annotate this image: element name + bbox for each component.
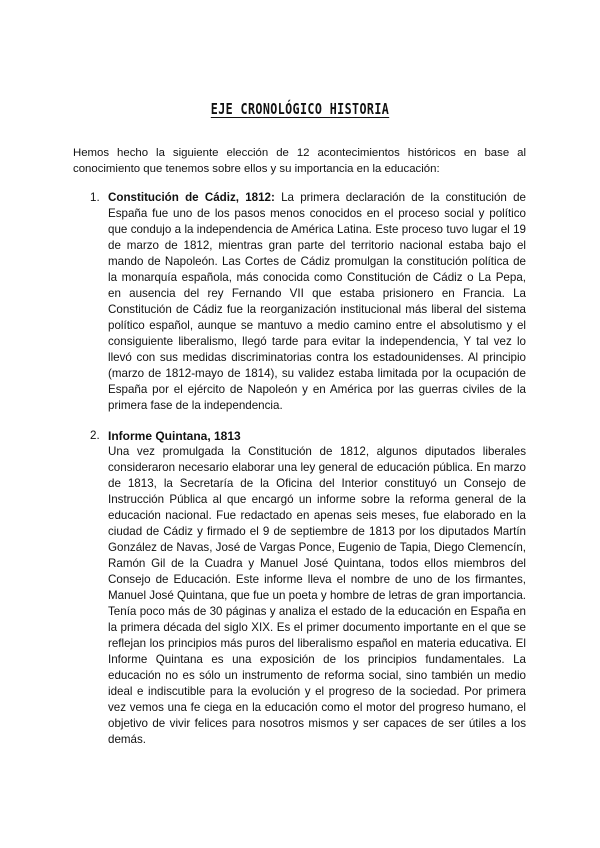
list-item-informe-quintana	[90, 428, 526, 748]
list-item-body	[108, 428, 526, 748]
list-item-body	[108, 190, 526, 414]
list-item-text: La primera declaración de la constitución de España fue uno de los pasos menos conocidos en el proceso social y político que condujo a la independencia de América Latina. Este proceso tuvo lugar el 19 de marzo de 1812, mientras gran parte del territorio nacional estaba bajo el mando de Napoleón. Las Cortes de Cádiz promulgan la constitución política de la monarquía española, más conocida como Constitución de Cádiz o La Pepa, en ausencia del rey Fernando VII que estaba prisionero en Francia. La Constitución de Cádiz fue la reorganización institucional más liberal del sistema político español, aunque se mantuvo a medio camino entre el absolutismo y el consiguiente liberalismo, llegó tarde para evitar la independencia, Y tal vez lo llevó con sus medidas discriminatorias contra los estadounidenses. Al principio (marzo de 1812-mayo de 1814), su validez estaba limitada por la ocupación de España por el ejército de Napoleón y en América por las guerras civiles de la primera fase de la independencia.	[108, 191, 526, 412]
list-item-constitucion-cadiz	[90, 190, 526, 414]
list-item-heading: Constitución de Cádiz, 1812:	[108, 191, 275, 204]
list-item-heading: Informe Quintana, 1813	[108, 429, 241, 443]
page-title-text: EJE CRONOLÓGICO HISTORIA	[210, 100, 390, 118]
intro-paragraph: Hemos hecho la siguiente elección de 12 acontecimientos históricos en base al conocimiento que tenemos sobre ellos y su importancia en la educación:	[73, 147, 526, 175]
list-item-text: Una vez promulgada la Constitución de 1812, algunos diputados liberales consideraron necesario elaborar una ley general de educación pública. En marzo de 1813, la Secretaría de la Oficina del Interior constituyó un Consejo de Instrucción Pública al que encargó un informe sobre la reforma general de la educación nacional. Fue redactado en apenas seis meses, fue elaborado en la ciudad de Cádiz y firmado el 9 de septiembre de 1813 por los diputados Martín González de Navas, José de Vargas Ponce, Eugenio de Tapia, Diego Clemencín, Ramón Gil de la Cuadra y Manuel José Quintana, todos ellos miembros del Consejo de Educación. Este informe lleva el nombre de uno de los firmantes, Manuel José Quintana, que fue un poeta y hombre de letras de gran importancia. Tenía poco más de 30 páginas y analiza el estado de la educación en España en la primera década del siglo XIX. Es el primer documento importante en el que se reflejan los principios más puros del liberalismo español en materia educativa. El Informe Quintana es una exposición de los principios fundamentales. La educación no es sólo un instrumento de reforma social, sino también un medio ideal e indiscutible para la evolución y el progreso de la sociedad. Por primera vez vemos una fe ciega en la educación como el motor del progreso humano, el objetivo de vivir felices para nosotros mismos y ser capaces de ser útiles a los demás.	[108, 445, 526, 746]
list-item-number: 2.	[90, 429, 100, 442]
page-title	[66, 100, 534, 118]
list-item-number: 1.	[90, 191, 100, 204]
